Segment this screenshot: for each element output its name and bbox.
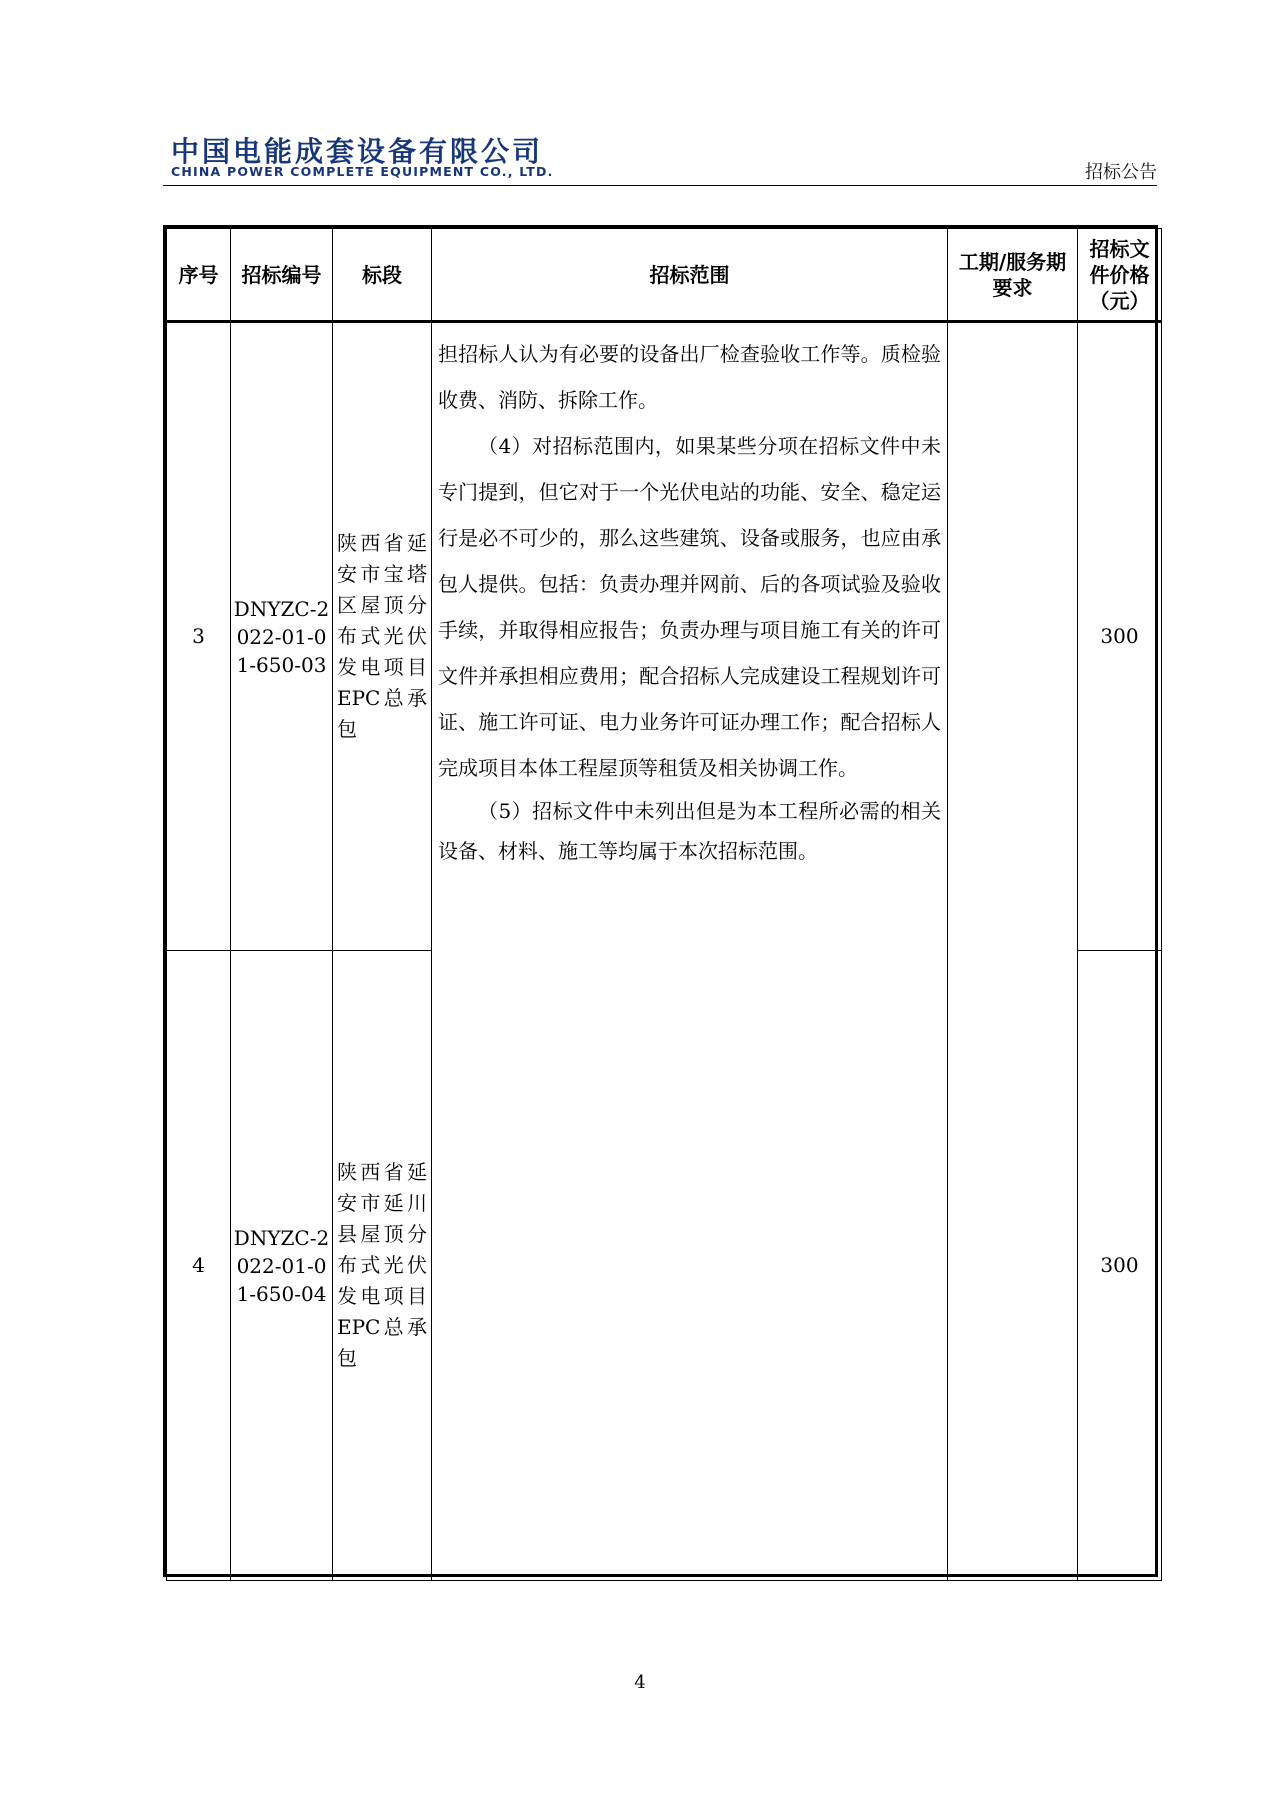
col-header-section: 标段 <box>333 229 432 322</box>
row-price: 300 <box>1078 951 1162 1581</box>
col-header-scope: 招标范围 <box>432 229 948 322</box>
document-type: 招标公告 <box>1085 162 1157 183</box>
row-section: 陕西省延安市宝塔区屋顶分布式光伏发电项目EPC总承包 <box>333 322 432 951</box>
table-row <box>167 322 1162 951</box>
scope-paragraph: （4）对招标范围内，如果某些分项在招标文件中未专门提到，但它对于一个光伏电站的功能、安全、稳定运行是必不可少的，那么这些建筑、设备或服务，也应由承包人提供。包括：负责办理并网前、后的各项试验及验收手续，并取得相应报告；负责办理与项目施工有关的许可文件并承担相应费用；配合招标人完成建设工程规划许可证、施工许可证、电力业务许可证办理工作；配合招标人完成项目本体工程屋顶等租赁及相关协调工作。 <box>438 434 941 780</box>
scope-paragraph: 担招标人认为有必要的设备出厂检查验收工作等。质检验收费、消防、拆除工作。 <box>438 342 941 412</box>
company-logo-en: CHINA POWER COMPLETE EQUIPMENT CO., LTD. <box>171 164 554 179</box>
row-seq: 4 <box>167 951 231 1581</box>
col-header-code: 招标编号 <box>231 229 333 322</box>
scope-cell <box>432 322 948 1581</box>
row-section: 陕西省延安市延川县屋顶分布式光伏发电项目EPC总承包 <box>333 951 432 1581</box>
row-seq: 3 <box>167 322 231 951</box>
row-price: 300 <box>1078 322 1162 951</box>
table-header-row <box>167 229 1162 322</box>
row-code: DNYZC-2022-01-01-650-03 <box>231 322 333 951</box>
company-logo-cn: 中国电能成套设备有限公司 <box>171 135 544 168</box>
col-header-price: 招标文件价格（元） <box>1078 229 1162 322</box>
period-cell <box>948 322 1078 1581</box>
scope-paragraph: （5）招标文件中未列出但是为本工程所必需的相关设备、材料、施工等均属于本次招标范围。 <box>438 799 941 863</box>
col-header-period: 工期/服务期要求 <box>948 229 1078 322</box>
page-header <box>163 128 1157 186</box>
tender-table <box>163 225 1158 1577</box>
row-code: DNYZC-2022-01-01-650-04 <box>231 951 333 1581</box>
col-header-seq: 序号 <box>167 229 231 322</box>
page-number: 4 <box>634 1672 646 1693</box>
